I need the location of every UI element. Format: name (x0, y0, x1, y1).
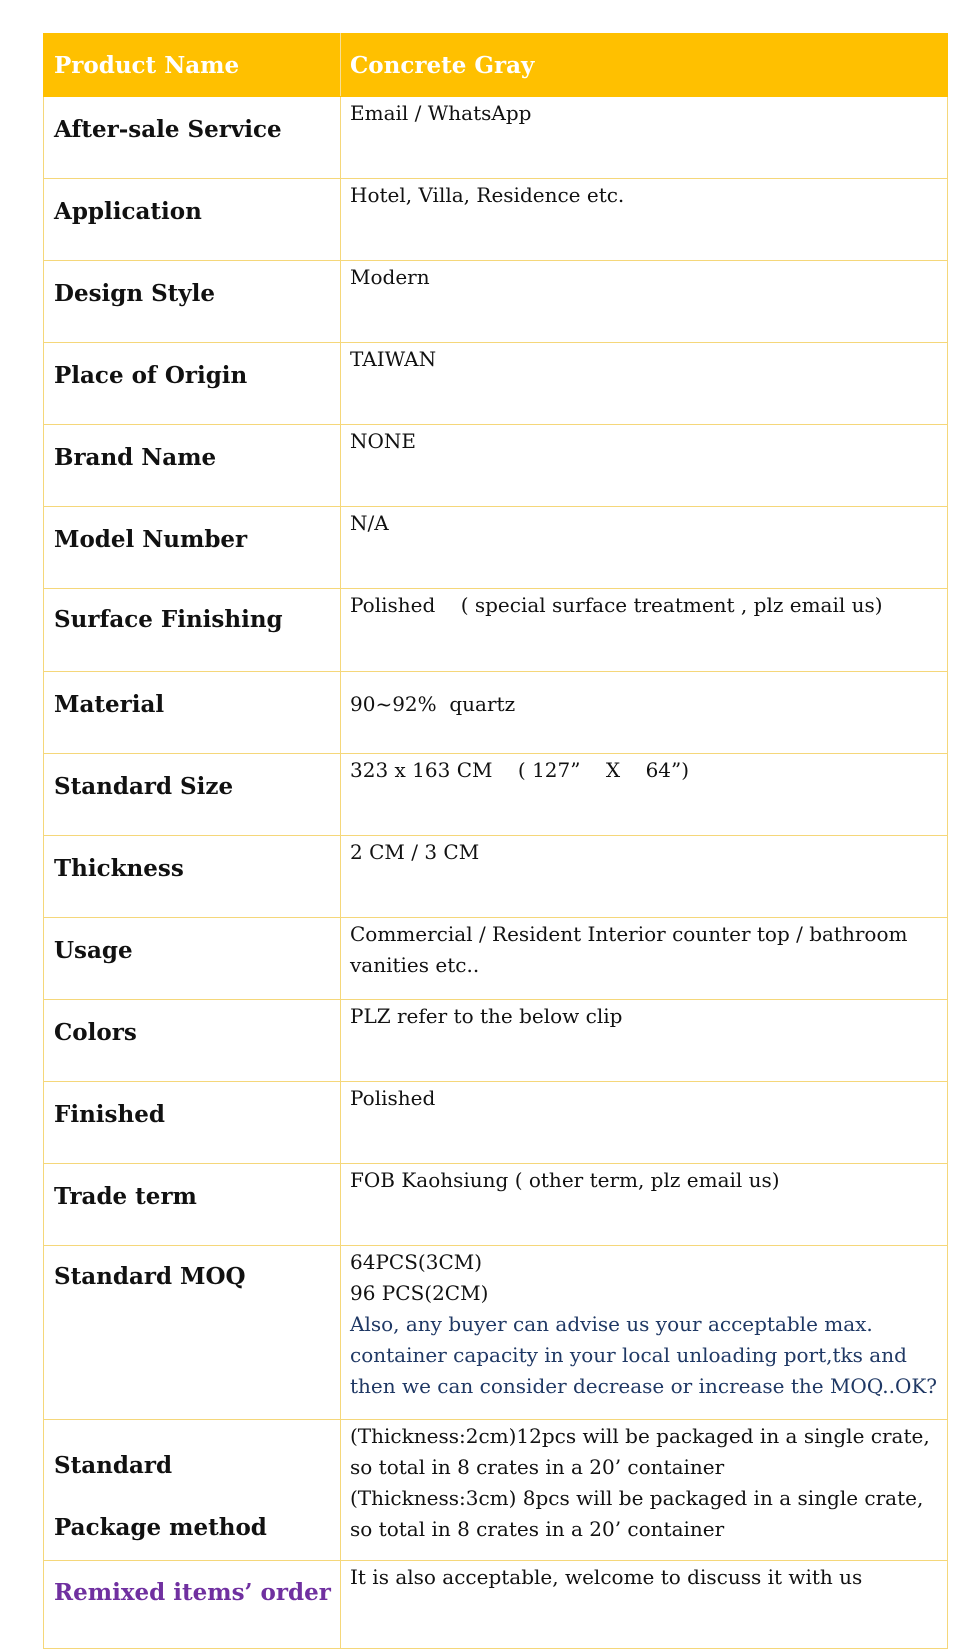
table-row (44, 1082, 948, 1164)
table-row (44, 179, 948, 261)
row-label: Place of Origin (44, 343, 341, 425)
row-label: Model Number (44, 507, 341, 589)
row-label: Usage (44, 918, 341, 1000)
table-row (44, 343, 948, 425)
package-line-3cm: (Thickness:3cm) 8pcs will be packaged in a single crate, so total in 8 crates in a 20’ container (350, 1486, 924, 1541)
table-header-row (44, 34, 948, 97)
row-label: Trade term (44, 1164, 341, 1246)
package-line-2cm: (Thickness:2cm)12pcs will be packaged in a single crate, so total in 8 crates in a 20’ container (350, 1424, 930, 1479)
header-product-value: Concrete Gray (341, 34, 948, 97)
moq-value (341, 1246, 948, 1420)
package-row (44, 1420, 948, 1561)
row-value: Polished ( special surface treatment , plz email us) (341, 589, 948, 672)
row-label: Surface Finishing (44, 589, 341, 672)
row-label: Thickness (44, 836, 341, 918)
row-value: Polished (341, 1082, 948, 1164)
product-spec-table (43, 33, 948, 1649)
package-value (341, 1420, 948, 1561)
moq-line-2cm: 96 PCS(2CM) (350, 1281, 489, 1305)
header-product-name: Product Name (44, 34, 341, 97)
row-label: After-sale Service (44, 97, 341, 179)
package-label-line2: Package method (54, 1514, 267, 1541)
table-row (44, 261, 948, 343)
row-label: Material (44, 672, 341, 754)
table-row (44, 1000, 948, 1082)
row-value: N/A (341, 507, 948, 589)
row-value: 323 x 163 CM ( 127” X 64”) (341, 754, 948, 836)
row-label: Brand Name (44, 425, 341, 507)
row-value: Commercial / Resident Interior counter top / bathroom vanities etc.. (341, 918, 948, 1000)
table-row (44, 589, 948, 672)
table-row (44, 672, 948, 754)
row-value: TAIWAN (341, 343, 948, 425)
table-row (44, 425, 948, 507)
package-label-line1: Standard (54, 1452, 173, 1479)
row-label: Standard Size (44, 754, 341, 836)
package-label (44, 1420, 341, 1561)
row-label: Design Style (44, 261, 341, 343)
table-row (44, 836, 948, 918)
row-value: 90~92% quartz (341, 672, 948, 754)
row-value: PLZ refer to the below clip (341, 1000, 948, 1082)
row-label: Finished (44, 1082, 341, 1164)
moq-line-3cm: 64PCS(3CM) (350, 1250, 483, 1274)
remixed-value: It is also acceptable, welcome to discuss it with us (341, 1561, 948, 1649)
row-value: Modern (341, 261, 948, 343)
table-row (44, 918, 948, 1000)
row-value: 2 CM / 3 CM (341, 836, 948, 918)
table-row (44, 507, 948, 589)
moq-note: Also, any buyer can advise us your acceptable max. container capacity in your local unloading port,tks and then we can consider decrease or increase the MOQ..OK? (350, 1312, 938, 1398)
moq-label: Standard MOQ (44, 1246, 341, 1420)
remixed-label: Remixed items’ order (44, 1561, 341, 1649)
table-row (44, 1164, 948, 1246)
table-row (44, 97, 948, 179)
row-value: Hotel, Villa, Residence etc. (341, 179, 948, 261)
row-value: NONE (341, 425, 948, 507)
table-row (44, 754, 948, 836)
row-value: Email / WhatsApp (341, 97, 948, 179)
remixed-row (44, 1561, 948, 1649)
row-label: Application (44, 179, 341, 261)
moq-row (44, 1246, 948, 1420)
row-value: FOB Kaohsiung ( other term, plz email us) (341, 1164, 948, 1246)
row-label: Colors (44, 1000, 341, 1082)
